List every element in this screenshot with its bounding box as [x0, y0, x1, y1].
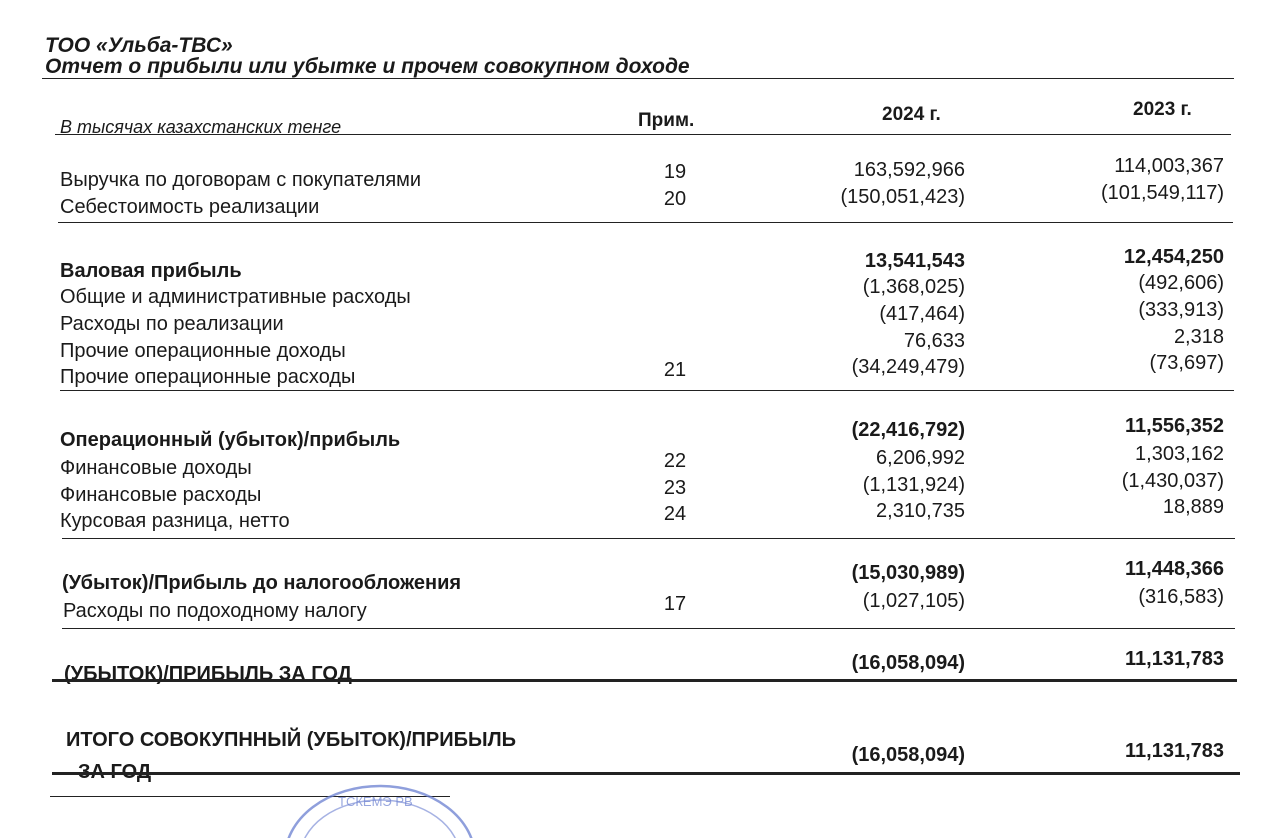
row-value-2024: 2,310,735	[876, 500, 965, 522]
row-value-2023: (1,430,037)	[1121, 470, 1224, 492]
row-value-2023: 12,454,250	[1123, 246, 1224, 268]
row-value-2024: (1,027,105)	[862, 590, 965, 612]
section-rule	[62, 538, 1235, 539]
row-label: Валовая прибыль	[60, 260, 242, 282]
row-value-2023: 11,131,783	[1125, 648, 1224, 670]
table-row	[0, 586, 1280, 625]
row-value-2024: (150,051,423)	[840, 186, 965, 208]
section-rule	[58, 222, 1233, 223]
row-value-2023: 2,318	[1173, 326, 1224, 348]
row-label: Финансовые расходы	[60, 484, 262, 506]
units-header: В тысячах казахстанских тенге	[60, 117, 342, 137]
row-note: 17	[663, 593, 687, 615]
row-value-2023: (316,583)	[1138, 586, 1224, 608]
row-value-2023: 1,303,162	[1135, 443, 1224, 465]
row-value-2024: (15,030,989)	[851, 562, 965, 584]
total-rule	[52, 679, 1237, 682]
row-value-2024: 13,541,543	[864, 250, 965, 272]
row-value-2023: 11,556,352	[1125, 415, 1224, 437]
row-note: 22	[663, 450, 687, 472]
row-value-2024: (1,368,025)	[862, 276, 965, 298]
table-row	[0, 246, 1280, 285]
title-rule	[42, 78, 1234, 79]
row-label: Расходы по подоходному налогу	[63, 600, 367, 622]
table-row	[0, 182, 1280, 221]
year-2023-header: 2023 г.	[1133, 99, 1192, 120]
final-rule	[52, 772, 1240, 775]
row-value-2024: 76,633	[903, 330, 965, 352]
table-row	[0, 648, 1280, 688]
row-value-2024: 163,592,966	[853, 159, 965, 181]
row-value-2023: 114,003,367	[1114, 155, 1224, 177]
table-row	[0, 496, 1280, 535]
row-value-2023: 11,131,783	[1125, 740, 1224, 762]
row-label: Прочие операционные расходы	[60, 366, 356, 388]
row-label: Финансовые доходы	[60, 457, 252, 479]
row-label: Расходы по реализации	[60, 313, 284, 335]
table-row	[0, 352, 1280, 391]
row-value-2023: 18,889	[1162, 496, 1224, 518]
row-label: ИТОГО СОВОКУПННЫЙ (УБЫТОК)/ПРИБЫЛЬ	[66, 729, 516, 751]
year-2024-header: 2024 г.	[882, 104, 941, 125]
row-value-2023: 11,448,366	[1125, 558, 1224, 580]
row-label: Операционный (убыток)/прибыль	[60, 429, 401, 451]
row-value-2024: (1,131,924)	[862, 474, 965, 496]
row-value-2024: (22,416,792)	[851, 419, 965, 441]
header-rule	[55, 134, 1231, 135]
table-row	[0, 299, 1280, 338]
company-name: ТОО «Ульба-ТВС»	[45, 34, 233, 57]
row-note: 23	[663, 477, 687, 499]
note-header: Прим.	[638, 110, 695, 131]
row-label: Себестоимость реализации	[60, 196, 320, 218]
seal-stamp-icon	[280, 778, 480, 838]
row-value-2024: 6,206,992	[876, 447, 965, 469]
row-value-2023: (73,697)	[1149, 352, 1224, 374]
row-note: 19	[663, 161, 687, 183]
row-value-2024: (16,058,094)	[851, 652, 965, 674]
section-rule	[62, 628, 1235, 629]
row-label: Курсовая разница, нетто	[60, 510, 290, 532]
stamp-text: ТСКЕМЭ РВ	[338, 794, 413, 809]
row-value-2024: (16,058,094)	[851, 744, 965, 766]
row-value-2023: (101,549,117)	[1100, 182, 1224, 204]
row-value-2024: (34,249,479)	[851, 356, 965, 378]
row-note: 24	[663, 503, 687, 525]
row-label: (УБЫТОК)/ПРИБЫЛЬ ЗА ГОД	[64, 663, 352, 685]
table-row	[0, 727, 1280, 785]
row-note: 20	[663, 188, 687, 210]
row-label: Прочие операционные доходы	[60, 340, 346, 362]
row-value-2023: (492,606)	[1138, 272, 1224, 294]
row-label: Общие и административные расходы	[60, 286, 411, 308]
row-label: (Убыток)/Прибыль до налогообложения	[62, 572, 462, 594]
row-value-2023: (333,913)	[1138, 299, 1224, 321]
row-note: 21	[663, 359, 687, 381]
row-label-continued: ЗА ГОД	[78, 761, 152, 783]
row-value-2024: (417,464)	[879, 303, 965, 325]
section-rule	[60, 390, 1234, 391]
table-row	[0, 272, 1280, 311]
row-label: Выручка по договорам с покупателями	[60, 169, 422, 191]
report-title: Отчет о прибыли или убытке и прочем совокупном доходе	[45, 55, 690, 78]
